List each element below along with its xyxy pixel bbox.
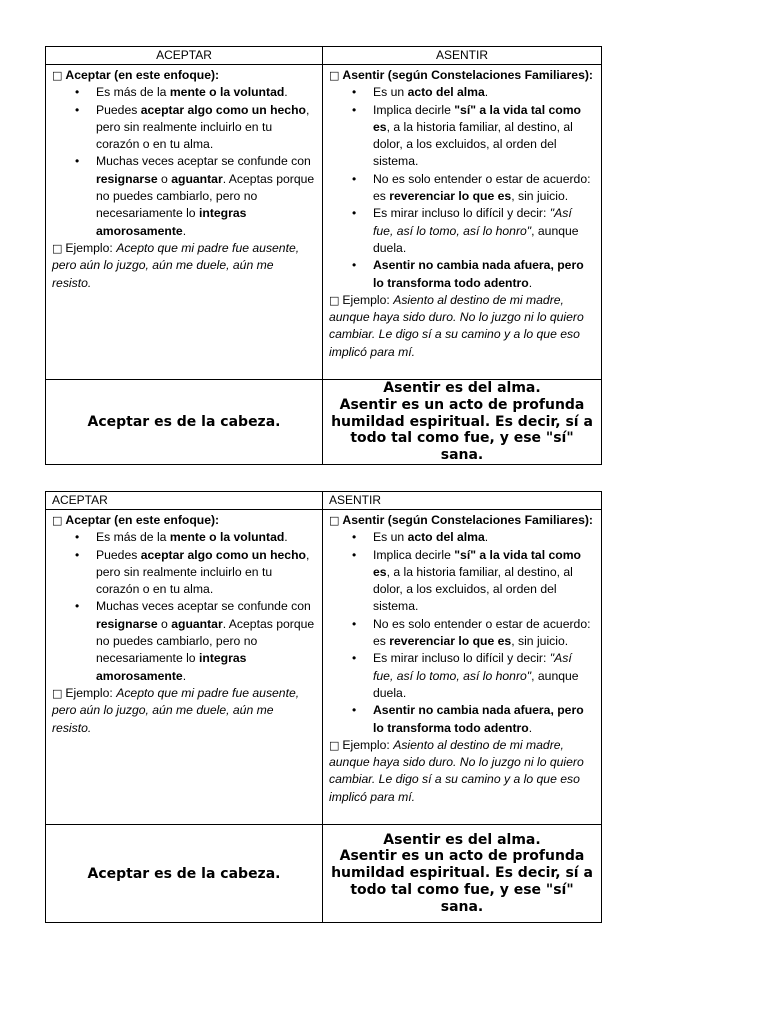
list-item: • Implica decirle "sí" a la vida tal como es, a la historia familiar, al destino, al dolor, a los excluidos, al orden del sistema. (373, 102, 595, 171)
asentir-cell (323, 65, 602, 380)
aceptar-example: □ Ejemplo: Acepto que mi padre fue ausente, pero aún lo juzgo, aún me duele, aún me resisto. (52, 685, 300, 735)
checkbox-glyph-icon: □ (329, 69, 340, 82)
comparison-table-1 (45, 46, 602, 465)
list-item: • Muchas veces aceptar se confunde con resignarse o aguantar. Aceptas porque no puedes cambiarlo, pero no necesariamente lo integras amorosamente. (96, 153, 316, 239)
list-item: • Asentir no cambia nada afuera, pero lo transforma todo adentro. (373, 702, 595, 737)
summary-row (46, 825, 602, 923)
summary-asentir (323, 380, 602, 465)
list-item: • Es un acto del alma. (373, 529, 595, 546)
header-row (46, 492, 602, 510)
checkbox-glyph-icon: □ (329, 738, 340, 752)
header-asentir: ASENTIR (323, 47, 602, 65)
aceptar-heading: □ Aceptar (en este enfoque): (52, 512, 316, 529)
list-item: • No es solo entender o estar de acuerdo: es reverenciar lo que es, sin juicio. (373, 616, 595, 651)
list-item: • Es mirar incluso lo difícil y decir: "Así fue, así lo tomo, así lo honro", aunque duela. (373, 650, 595, 702)
header-aceptar: ACEPTAR (46, 492, 323, 510)
list-item: • Puedes aceptar algo como un hecho, pero sin realmente incluirlo en tu corazón o en tu alma. (96, 547, 316, 599)
asentir-heading: □ Asentir (según Constelaciones Familiares): (329, 67, 595, 84)
summary-aceptar: Aceptar es de la cabeza. (46, 380, 323, 465)
list-item: • Muchas veces aceptar se confunde con resignarse o aguantar. Aceptas porque no puedes cambiarlo, pero no necesariamente lo integras amorosamente. (96, 598, 316, 684)
summary-asentir-line1: Asentir es del alma. (383, 831, 541, 848)
asentir-heading: □ Asentir (según Constelaciones Familiares): (329, 512, 595, 529)
summary-aceptar: Aceptar es de la cabeza. (46, 825, 323, 923)
list-item: • Es más de la mente o la voluntad. (96, 529, 316, 546)
checkbox-glyph-icon: □ (52, 241, 63, 255)
asentir-example: □ Ejemplo: Asiento al destino de mi madre, aunque haya sido duro. No lo juzgo ni lo quiero cambiar. Le digo sí a su camino y a lo que eso implicó para mí. (329, 292, 584, 359)
content-row (46, 510, 602, 825)
comparison-table-2 (45, 491, 602, 923)
header-row (46, 47, 602, 65)
aceptar-heading: □ Aceptar (en este enfoque): (52, 67, 316, 84)
list-item: • Puedes aceptar algo como un hecho, pero sin realmente incluirlo en tu corazón o en tu alma. (96, 102, 316, 154)
list-item: • Asentir no cambia nada afuera, pero lo transforma todo adentro. (373, 257, 595, 292)
asentir-cell (323, 510, 602, 825)
asentir-example: □ Ejemplo: Asiento al destino de mi madre, aunque haya sido duro. No lo juzgo ni lo quiero cambiar. Le digo sí a su camino y a lo que eso implicó para mí. (329, 737, 584, 804)
summary-asentir-line2: Asentir es un acto de profunda humildad espiritual. Es decir, sí a todo tal como fue, y ese "sí" sana. (331, 848, 593, 915)
aceptar-cell (46, 510, 323, 825)
checkbox-glyph-icon: □ (52, 514, 63, 527)
list-item: • Es mirar incluso lo difícil y decir: "Así fue, así lo tomo, así lo honro", aunque duela. (373, 205, 595, 257)
aceptar-bullet-list (52, 84, 316, 240)
checkbox-glyph-icon: □ (52, 69, 63, 82)
checkbox-glyph-icon: □ (52, 686, 63, 700)
asentir-bullet-list (329, 529, 595, 737)
summary-asentir-line1: Asentir es del alma. (383, 380, 541, 396)
summary-row (46, 380, 602, 465)
aceptar-bullet-list (52, 529, 316, 685)
asentir-bullet-list (329, 84, 595, 292)
summary-asentir (323, 825, 602, 923)
list-item: • Implica decirle "sí" a la vida tal como es, a la historia familiar, al destino, al dolor, a los excluidos, al orden del sistema. (373, 547, 595, 616)
content-row (46, 65, 602, 380)
list-item: • Es un acto del alma. (373, 84, 595, 101)
checkbox-glyph-icon: □ (329, 293, 340, 307)
aceptar-cell (46, 65, 323, 380)
list-item: • Es más de la mente o la voluntad. (96, 84, 316, 101)
header-aceptar: ACEPTAR (46, 47, 323, 65)
summary-asentir-line2: Asentir es un acto de profunda humildad espiritual. Es decir, sí a todo tal como fue, y ese "sí" sana. (331, 396, 593, 464)
header-asentir: ASENTIR (323, 492, 602, 510)
list-item: • No es solo entender o estar de acuerdo: es reverenciar lo que es, sin juicio. (373, 171, 595, 206)
aceptar-example: □ Ejemplo: Acepto que mi padre fue ausente, pero aún lo juzgo, aún me duele, aún me resisto. (52, 240, 300, 290)
checkbox-glyph-icon: □ (329, 514, 340, 527)
